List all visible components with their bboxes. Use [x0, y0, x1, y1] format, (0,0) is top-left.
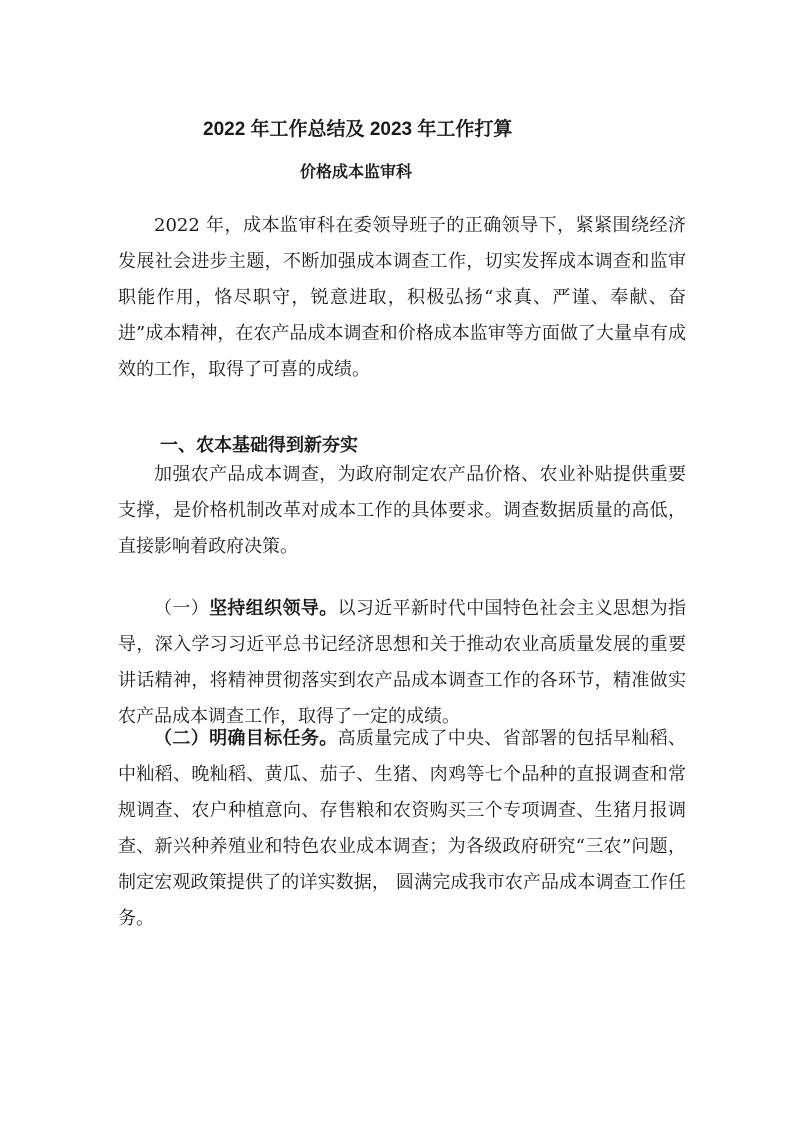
item-lead-1: 坚持组织领导。 — [209, 598, 338, 618]
item-paragraph-1 — [118, 590, 686, 735]
document-subtitle: 价格成本监审科 — [300, 164, 413, 181]
item-text-1: 以习近平新时代中国特色社会主义思想为指导，深入学习习近平总书记经济思想和关于推动农业高质量发展的重要讲话精神，将精神贯彻落实到农产品成本调查工作的各环节，精准做实农产品成本调查工作，取得了一定的成绩。 — [118, 598, 687, 727]
section-heading: 一、农本基础得到新夯实 — [160, 435, 358, 455]
section-paragraph: 加强农产品成本调查，为政府制定农产品价格、农业补贴提供重要支撑，是价格机制改革对成本工作的具体要求。调查数据质量的高低，直接影响着政府决策。 — [118, 464, 686, 557]
document-title: 2022 年工作总结及 2023 年工作打算 — [203, 119, 513, 140]
item-paragraph-2 — [118, 720, 686, 937]
intro-paragraph: 2022 年，成本监审科在委领导班子的正确领导下，紧紧围绕经济发展社会进步主题，不断加强成本调查工作，切实发挥成本调查和监审职能作用，恪尽职守，锐意进取，积极弘扬“求真、严谨、奉献、奋进”成本精神，在农产品成本调查和价格成本监审等方面做了大量卓有成效的工作，取得了可喜的成绩。 — [118, 215, 686, 380]
item-text-2: 高质量完成了中央、省部署的包括早籼稻、中籼稻、晚籼稻、黄瓜、茄子、生猪、肉鸡等七个品种的直报调查和常规调查、农户种植意向、存售粮和农资购买三个专项调查、生猪月报调查、新兴种养殖业和特色农业成本调查；为各级政府研究“三农”问题，制定宏观政策提供了的详实数据， 圆满完成我市农产品成本调查工作任务。 — [118, 728, 687, 929]
item-number-2: （二） — [154, 728, 210, 748]
item-number-1: （一） — [154, 598, 210, 619]
item-lead-2: 明确目标任务。 — [209, 728, 338, 748]
